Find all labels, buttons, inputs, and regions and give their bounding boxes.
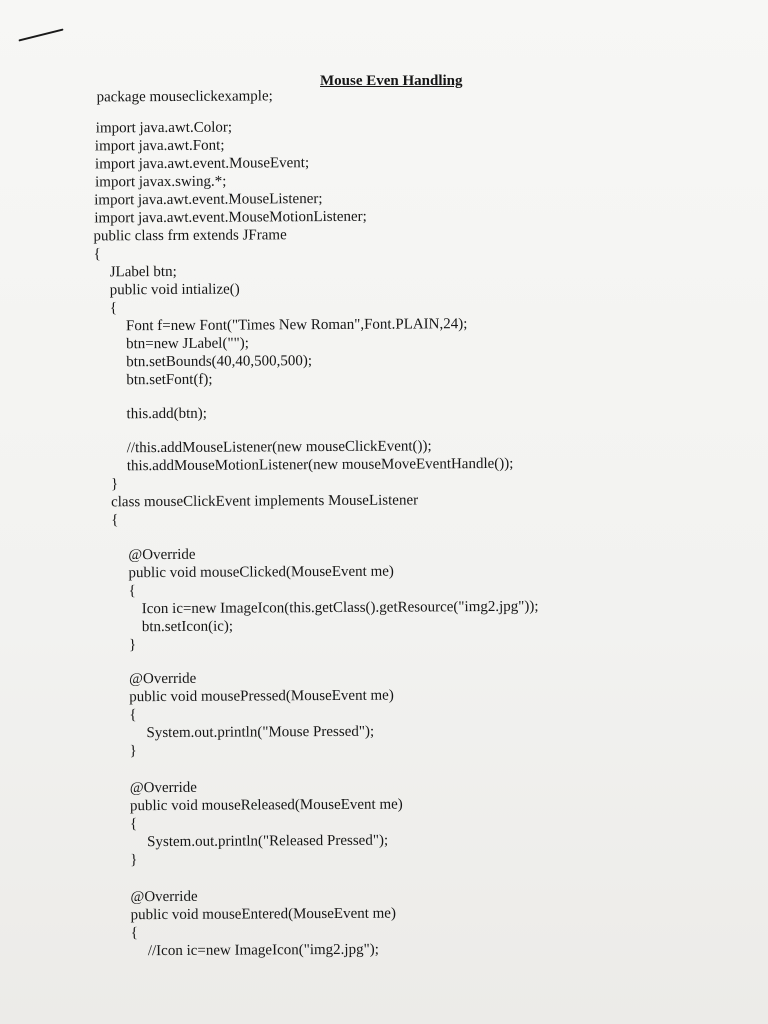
- code-line: public class frm extends JFrame: [93, 227, 287, 245]
- code-line: @Override: [129, 670, 197, 688]
- code-line: @Override: [129, 779, 197, 797]
- code-line: Font f=new Font("Times New Roman",Font.PLAIN,24);: [125, 316, 468, 335]
- code-line: import javax.swing.*;: [95, 173, 227, 191]
- code-line: JLabel btn;: [109, 263, 177, 281]
- code-line: import java.awt.event.MouseMotionListener;: [94, 208, 367, 227]
- pen-mark: [18, 28, 63, 41]
- code-line: Icon ic=new ImageIcon(this.getClass().getResource("img2.jpg"));: [141, 598, 539, 618]
- code-line: this.addMouseMotionListener(new mouseMoveEventHandle());: [126, 455, 514, 475]
- code-line: {: [129, 707, 137, 724]
- code-line: {: [128, 583, 136, 600]
- code-line: btn=new JLabel("");: [126, 335, 249, 353]
- code-line: public void mousePressed(MouseEvent me): [129, 687, 394, 706]
- code-line: @Override: [128, 546, 196, 564]
- code-line: }: [128, 637, 137, 654]
- code-line: //this.addMouseListener(new mouseClickEvent());: [126, 438, 432, 457]
- page-title: Mouse Even Handling: [320, 73, 463, 89]
- code-line: btn.setFont(f);: [126, 371, 213, 389]
- code-line: System.out.println("Mouse Pressed");: [146, 723, 375, 742]
- code-line: {: [93, 246, 101, 263]
- code-line: }: [110, 476, 119, 493]
- code-line: import java.awt.event.MouseEvent;: [94, 155, 310, 173]
- code-line: class mouseClickEvent implements MouseListener: [111, 492, 419, 511]
- code-line: @Override: [130, 888, 198, 906]
- code-line: }: [129, 743, 137, 760]
- code-line: this.add(btn);: [126, 405, 207, 423]
- code-line: btn.setBounds(40,40,500,500);: [126, 353, 313, 371]
- code-line: System.out.println("Released Pressed");: [147, 832, 389, 851]
- code-line: }: [130, 852, 138, 869]
- code-line: public void mouseEntered(MouseEvent me): [130, 905, 396, 924]
- code-line: btn.setIcon(ic);: [141, 618, 234, 636]
- code-line: {: [109, 300, 118, 317]
- code-line: import java.awt.Color;: [95, 119, 233, 137]
- code-line: package mouseclickexample;: [96, 88, 273, 106]
- code-line: public void mouseReleased(MouseEvent me): [129, 796, 403, 815]
- code-line: import java.awt.event.MouseListener;: [94, 191, 323, 209]
- code-line: import java.awt.Font;: [94, 137, 225, 155]
- code-line: {: [130, 925, 138, 942]
- code-line: public void intialize(): [109, 281, 240, 299]
- code-line: {: [129, 816, 138, 833]
- code-line: //Icon ic=new ImageIcon("img2.jpg");: [147, 941, 379, 960]
- code-line: {: [111, 512, 119, 529]
- code-line: public void mouseClicked(MouseEvent me): [128, 563, 394, 582]
